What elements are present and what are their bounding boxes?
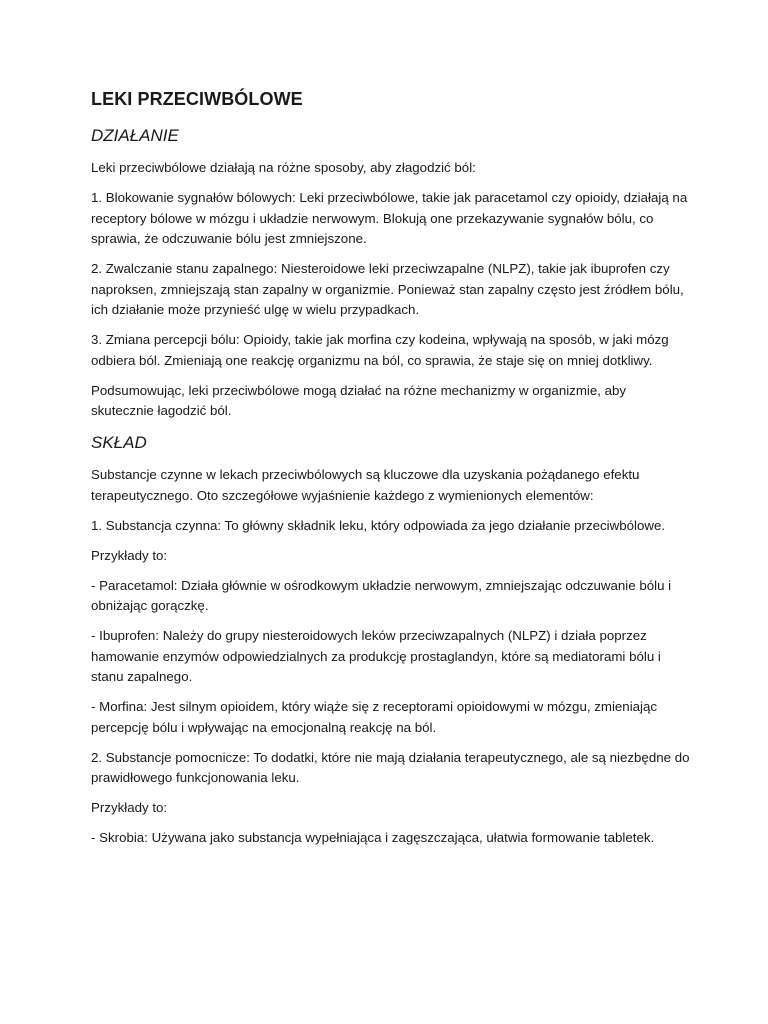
paragraph: - Paracetamol: Działa głównie w ośrodkowym układzie nerwowym, zmniejszając odczuwanie bólu i obniżając gorączkę. [91, 577, 672, 613]
document-page [91, 86, 691, 858]
paragraph: 2. Substancje pomocnicze: To dodatki, które nie mają działania terapeutycznego, ale są niezbędne do prawidłowego funkcjonowania leku. [91, 749, 690, 785]
paragraph: Podsumowując, leki przeciwbólowe mogą działać na różne mechanizmy w organizmie, aby skutecznie łagodzić ból. [91, 382, 627, 418]
paragraph: - Morfina: Jest silnym opioidem, który wiąże się z receptorami opioidowymi w mózgu, zmieniając percepcję bólu i wpływając na emocjonalną reakcję na ból. [91, 699, 658, 735]
paragraph: Substancje czynne w lekach przeciwbólowych są kluczowe dla uzyskania pożądanego efektu terapeutycznego. Oto szczegółowe wyjaśnienie każdego z wymienionych elementów: [91, 467, 640, 503]
document-title: LEKI PRZECIWBÓLOWE [91, 89, 303, 109]
paragraph: 3. Zmiana percepcji bólu: Opioidy, takie jak morfina czy kodeina, wpływają na sposób, w jaki mózg odbiera ból. Zmieniają one reakcję organizmu na ból, co sprawia, że staje się on mniej dotkliwy. [91, 332, 669, 368]
paragraph: - Ibuprofen: Należy do grupy niesteroidowych leków przeciwzapalnych (NLPZ) i działa poprzez hamowanie enzymów odpowiedzialnych za produkcję prostaglandyn, które są mediatorami bólu i stanu zapalnego. [91, 628, 661, 684]
section-heading: DZIAŁANIE [91, 126, 179, 145]
section-heading: SKŁAD [91, 433, 147, 452]
paragraph: 2. Zwalczanie stanu zapalnego: Niesteroidowe leki przeciwzapalne (NLPZ), takie jak ibuprofen czy naproksen, zmniejszają stan zapalny w organizmie. Ponieważ stan zapalny często jest źródłem bólu, ich działanie może przynieść ulgę w wielu przypadkach. [91, 261, 684, 317]
paragraph: Leki przeciwbólowe działają na różne sposoby, aby złagodzić ból: [91, 160, 476, 175]
paragraph: 1. Substancja czynna: To główny składnik leku, który odpowiada za jego działanie przeciwbólowe. [91, 517, 666, 533]
paragraph: Przykłady to: [91, 547, 168, 563]
paragraph: - Skrobia: Używana jako substancja wypełniająca i zagęszczająca, ułatwia formowanie tabletek. [91, 830, 655, 845]
paragraph: Przykłady to: [91, 800, 168, 815]
section-sklad [91, 431, 691, 849]
paragraph: 1. Blokowanie sygnałów bólowych: Leki przeciwbólowe, takie jak paracetamol czy opioidy, działają na receptory bólowe w mózgu i układzie nerwowym. Blokują one przekazywanie sygnałów bólu, co sprawia, że odczuwanie bólu jest zmniejszone. [91, 190, 688, 246]
section-dzialanie [91, 124, 691, 422]
